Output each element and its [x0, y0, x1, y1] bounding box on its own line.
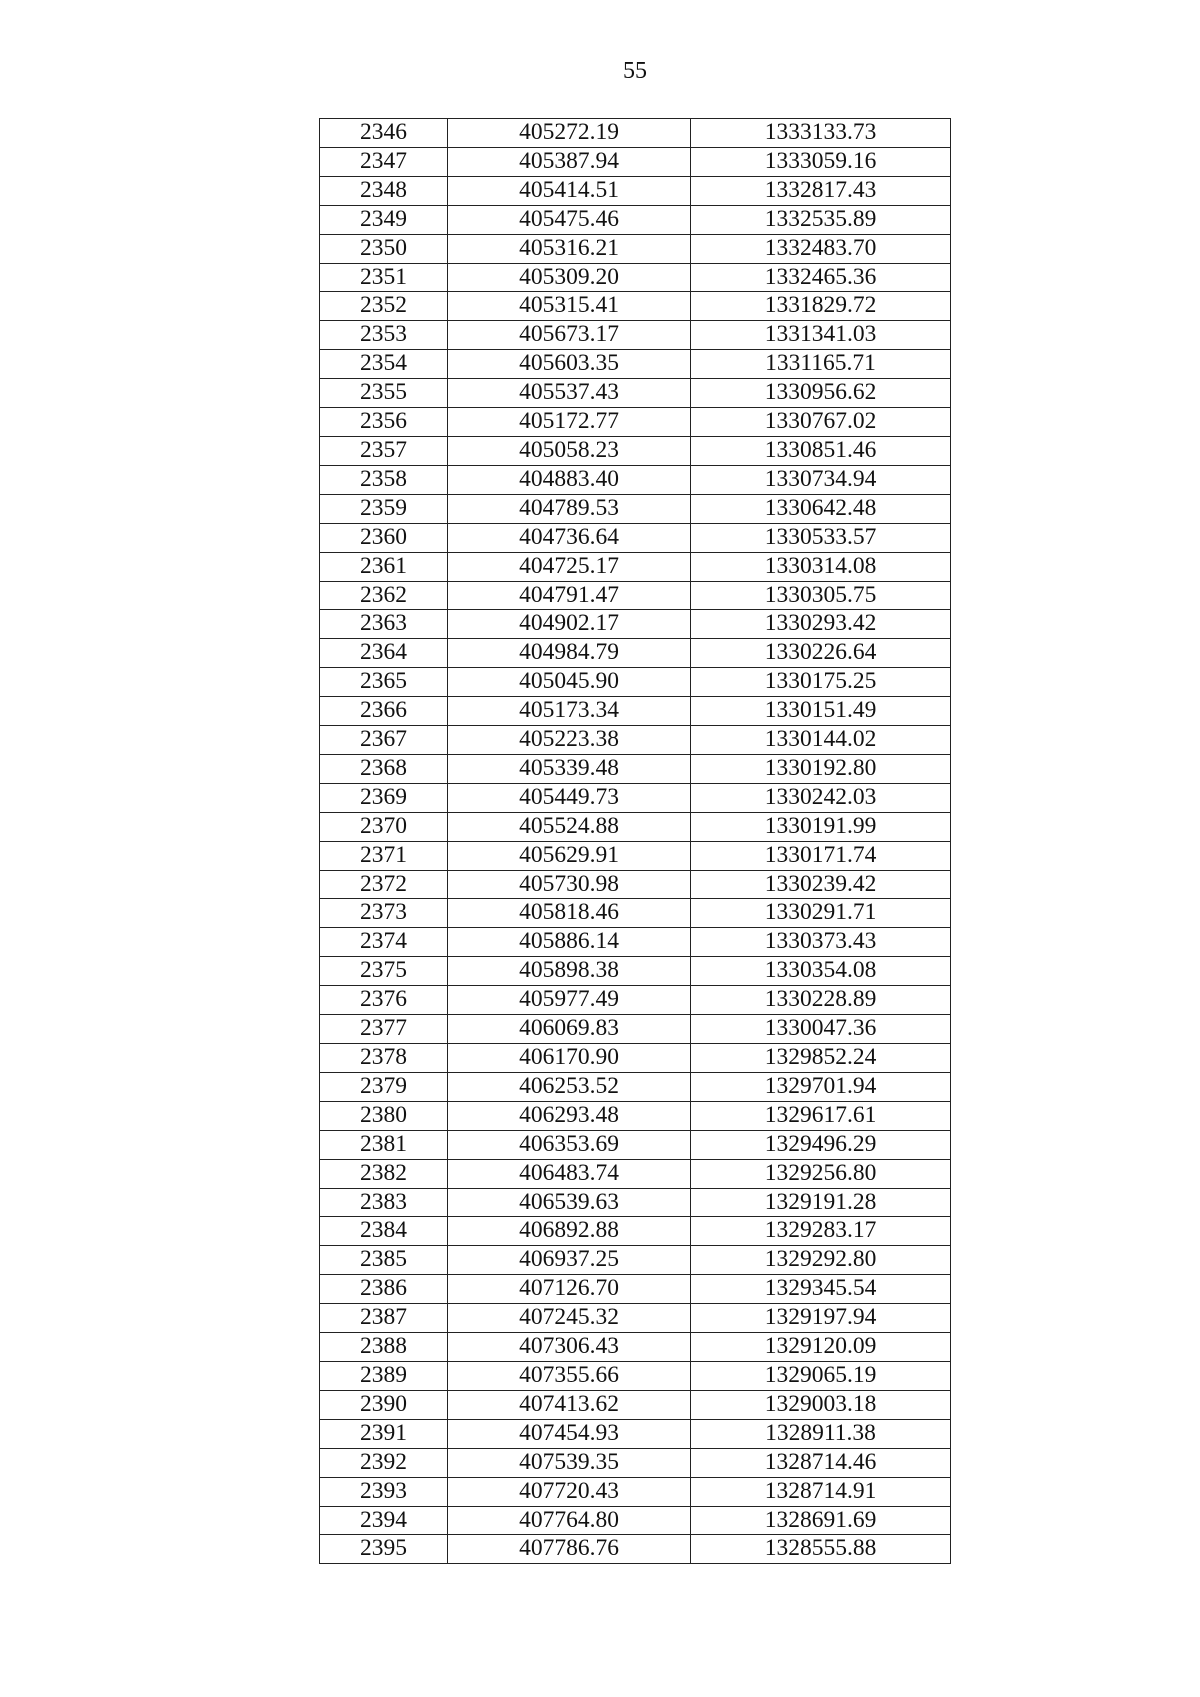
- point-number-cell: 2382: [320, 1159, 448, 1188]
- y-coordinate-cell: 1333059.16: [691, 147, 951, 176]
- x-coordinate-cell: 404791.47: [448, 581, 691, 610]
- x-coordinate-cell: 405172.77: [448, 408, 691, 437]
- point-number-cell: 2394: [320, 1506, 448, 1535]
- table-row: [320, 1304, 951, 1333]
- table-row: [320, 986, 951, 1015]
- x-coordinate-cell: 405387.94: [448, 147, 691, 176]
- y-coordinate-cell: 1330242.03: [691, 783, 951, 812]
- y-coordinate-cell: 1328714.46: [691, 1448, 951, 1477]
- x-coordinate-cell: 405316.21: [448, 234, 691, 263]
- y-coordinate-cell: 1329496.29: [691, 1130, 951, 1159]
- y-coordinate-cell: 1329292.80: [691, 1246, 951, 1275]
- point-number-cell: 2348: [320, 176, 448, 205]
- point-number-cell: 2374: [320, 928, 448, 957]
- x-coordinate-cell: 407126.70: [448, 1275, 691, 1304]
- coordinates-table-body: [320, 119, 951, 1564]
- table-row: [320, 1130, 951, 1159]
- table-row: [320, 812, 951, 841]
- y-coordinate-cell: 1328555.88: [691, 1535, 951, 1564]
- x-coordinate-cell: 405414.51: [448, 176, 691, 205]
- y-coordinate-cell: 1328911.38: [691, 1419, 951, 1448]
- x-coordinate-cell: 405272.19: [448, 119, 691, 148]
- table-row: [320, 379, 951, 408]
- table-row: [320, 1044, 951, 1073]
- point-number-cell: 2383: [320, 1188, 448, 1217]
- y-coordinate-cell: 1330291.71: [691, 899, 951, 928]
- point-number-cell: 2385: [320, 1246, 448, 1275]
- table-row: [320, 581, 951, 610]
- point-number-cell: 2355: [320, 379, 448, 408]
- y-coordinate-cell: 1330175.25: [691, 668, 951, 697]
- table-row: [320, 494, 951, 523]
- y-coordinate-cell: 1330373.43: [691, 928, 951, 957]
- x-coordinate-cell: 407539.35: [448, 1448, 691, 1477]
- x-coordinate-cell: 406353.69: [448, 1130, 691, 1159]
- table-row: [320, 436, 951, 465]
- point-number-cell: 2380: [320, 1101, 448, 1130]
- y-coordinate-cell: 1328691.69: [691, 1506, 951, 1535]
- x-coordinate-cell: 406892.88: [448, 1217, 691, 1246]
- point-number-cell: 2376: [320, 986, 448, 1015]
- point-number-cell: 2377: [320, 1015, 448, 1044]
- x-coordinate-cell: 407245.32: [448, 1304, 691, 1333]
- point-number-cell: 2354: [320, 350, 448, 379]
- table-row: [320, 1275, 951, 1304]
- table-row: [320, 726, 951, 755]
- y-coordinate-cell: 1332483.70: [691, 234, 951, 263]
- table-row: [320, 408, 951, 437]
- x-coordinate-cell: 405977.49: [448, 986, 691, 1015]
- table-row: [320, 928, 951, 957]
- y-coordinate-cell: 1331165.71: [691, 350, 951, 379]
- table-row: [320, 292, 951, 321]
- point-number-cell: 2349: [320, 205, 448, 234]
- x-coordinate-cell: 405524.88: [448, 812, 691, 841]
- point-number-cell: 2381: [320, 1130, 448, 1159]
- point-number-cell: 2391: [320, 1419, 448, 1448]
- x-coordinate-cell: 404883.40: [448, 465, 691, 494]
- table-row: [320, 147, 951, 176]
- point-number-cell: 2358: [320, 465, 448, 494]
- table-row: [320, 1333, 951, 1362]
- y-coordinate-cell: 1330226.64: [691, 639, 951, 668]
- y-coordinate-cell: 1329852.24: [691, 1044, 951, 1073]
- y-coordinate-cell: 1331341.03: [691, 321, 951, 350]
- point-number-cell: 2353: [320, 321, 448, 350]
- table-row: [320, 1390, 951, 1419]
- point-number-cell: 2365: [320, 668, 448, 697]
- table-row: [320, 1101, 951, 1130]
- x-coordinate-cell: 405045.90: [448, 668, 691, 697]
- point-number-cell: 2372: [320, 870, 448, 899]
- page-number: 55: [623, 58, 647, 84]
- x-coordinate-cell: 406069.83: [448, 1015, 691, 1044]
- table-row: [320, 1159, 951, 1188]
- point-number-cell: 2351: [320, 263, 448, 292]
- point-number-cell: 2375: [320, 957, 448, 986]
- point-number-cell: 2387: [320, 1304, 448, 1333]
- x-coordinate-cell: 406253.52: [448, 1072, 691, 1101]
- point-number-cell: 2350: [320, 234, 448, 263]
- table-row: [320, 783, 951, 812]
- table-row: [320, 176, 951, 205]
- point-number-cell: 2371: [320, 841, 448, 870]
- coordinates-table: [319, 118, 951, 1564]
- y-coordinate-cell: 1330314.08: [691, 552, 951, 581]
- y-coordinate-cell: 1332817.43: [691, 176, 951, 205]
- x-coordinate-cell: 405223.38: [448, 726, 691, 755]
- y-coordinate-cell: 1333133.73: [691, 119, 951, 148]
- y-coordinate-cell: 1329617.61: [691, 1101, 951, 1130]
- table-row: [320, 1477, 951, 1506]
- table-row: [320, 1506, 951, 1535]
- x-coordinate-cell: 406937.25: [448, 1246, 691, 1275]
- point-number-cell: 2369: [320, 783, 448, 812]
- y-coordinate-cell: 1330293.42: [691, 610, 951, 639]
- point-number-cell: 2346: [320, 119, 448, 148]
- table-row: [320, 350, 951, 379]
- y-coordinate-cell: 1328714.91: [691, 1477, 951, 1506]
- x-coordinate-cell: 406483.74: [448, 1159, 691, 1188]
- y-coordinate-cell: 1329191.28: [691, 1188, 951, 1217]
- x-coordinate-cell: 407786.76: [448, 1535, 691, 1564]
- x-coordinate-cell: 405058.23: [448, 436, 691, 465]
- y-coordinate-cell: 1329256.80: [691, 1159, 951, 1188]
- x-coordinate-cell: 405475.46: [448, 205, 691, 234]
- y-coordinate-cell: 1330239.42: [691, 870, 951, 899]
- table-row: [320, 465, 951, 494]
- x-coordinate-cell: 406539.63: [448, 1188, 691, 1217]
- x-coordinate-cell: 405603.35: [448, 350, 691, 379]
- x-coordinate-cell: 405537.43: [448, 379, 691, 408]
- y-coordinate-cell: 1329065.19: [691, 1361, 951, 1390]
- x-coordinate-cell: 405629.91: [448, 841, 691, 870]
- x-coordinate-cell: 405898.38: [448, 957, 691, 986]
- table-row: [320, 1072, 951, 1101]
- x-coordinate-cell: 407764.80: [448, 1506, 691, 1535]
- table-row: [320, 1188, 951, 1217]
- table-row: [320, 1015, 951, 1044]
- x-coordinate-cell: 406170.90: [448, 1044, 691, 1073]
- point-number-cell: 2360: [320, 523, 448, 552]
- y-coordinate-cell: 1330047.36: [691, 1015, 951, 1044]
- point-number-cell: 2379: [320, 1072, 448, 1101]
- y-coordinate-cell: 1330851.46: [691, 436, 951, 465]
- y-coordinate-cell: 1330144.02: [691, 726, 951, 755]
- y-coordinate-cell: 1329701.94: [691, 1072, 951, 1101]
- x-coordinate-cell: 405673.17: [448, 321, 691, 350]
- x-coordinate-cell: 405886.14: [448, 928, 691, 957]
- point-number-cell: 2392: [320, 1448, 448, 1477]
- point-number-cell: 2395: [320, 1535, 448, 1564]
- x-coordinate-cell: 405818.46: [448, 899, 691, 928]
- y-coordinate-cell: 1330642.48: [691, 494, 951, 523]
- point-number-cell: 2384: [320, 1217, 448, 1246]
- y-coordinate-cell: 1331829.72: [691, 292, 951, 321]
- table-row: [320, 668, 951, 697]
- point-number-cell: 2347: [320, 147, 448, 176]
- point-number-cell: 2366: [320, 697, 448, 726]
- x-coordinate-cell: 407454.93: [448, 1419, 691, 1448]
- table-row: [320, 610, 951, 639]
- y-coordinate-cell: 1330956.62: [691, 379, 951, 408]
- point-number-cell: 2393: [320, 1477, 448, 1506]
- y-coordinate-cell: 1330192.80: [691, 754, 951, 783]
- x-coordinate-cell: 404725.17: [448, 552, 691, 581]
- table-row: [320, 1419, 951, 1448]
- table-row: [320, 1217, 951, 1246]
- x-coordinate-cell: 404736.64: [448, 523, 691, 552]
- table-row: [320, 119, 951, 148]
- x-coordinate-cell: 404902.17: [448, 610, 691, 639]
- x-coordinate-cell: 407355.66: [448, 1361, 691, 1390]
- y-coordinate-cell: 1329120.09: [691, 1333, 951, 1362]
- x-coordinate-cell: 407413.62: [448, 1390, 691, 1419]
- x-coordinate-cell: 406293.48: [448, 1101, 691, 1130]
- table-row: [320, 697, 951, 726]
- table-row: [320, 1448, 951, 1477]
- y-coordinate-cell: 1330228.89: [691, 986, 951, 1015]
- point-number-cell: 2368: [320, 754, 448, 783]
- table-row: [320, 263, 951, 292]
- y-coordinate-cell: 1330171.74: [691, 841, 951, 870]
- point-number-cell: 2373: [320, 899, 448, 928]
- x-coordinate-cell: 405309.20: [448, 263, 691, 292]
- x-coordinate-cell: 405730.98: [448, 870, 691, 899]
- table-row: [320, 870, 951, 899]
- y-coordinate-cell: 1330151.49: [691, 697, 951, 726]
- y-coordinate-cell: 1330354.08: [691, 957, 951, 986]
- point-number-cell: 2386: [320, 1275, 448, 1304]
- table-row: [320, 841, 951, 870]
- y-coordinate-cell: 1329283.17: [691, 1217, 951, 1246]
- y-coordinate-cell: 1330734.94: [691, 465, 951, 494]
- point-number-cell: 2361: [320, 552, 448, 581]
- table-row: [320, 321, 951, 350]
- y-coordinate-cell: 1332535.89: [691, 205, 951, 234]
- point-number-cell: 2364: [320, 639, 448, 668]
- x-coordinate-cell: 407306.43: [448, 1333, 691, 1362]
- y-coordinate-cell: 1329345.54: [691, 1275, 951, 1304]
- x-coordinate-cell: 404789.53: [448, 494, 691, 523]
- table-row: [320, 552, 951, 581]
- table-row: [320, 957, 951, 986]
- x-coordinate-cell: 407720.43: [448, 1477, 691, 1506]
- table-row: [320, 754, 951, 783]
- point-number-cell: 2359: [320, 494, 448, 523]
- x-coordinate-cell: 405173.34: [448, 697, 691, 726]
- x-coordinate-cell: 405449.73: [448, 783, 691, 812]
- point-number-cell: 2378: [320, 1044, 448, 1073]
- y-coordinate-cell: 1329003.18: [691, 1390, 951, 1419]
- x-coordinate-cell: 404984.79: [448, 639, 691, 668]
- point-number-cell: 2352: [320, 292, 448, 321]
- point-number-cell: 2390: [320, 1390, 448, 1419]
- y-coordinate-cell: 1330533.57: [691, 523, 951, 552]
- table-row: [320, 639, 951, 668]
- table-row: [320, 234, 951, 263]
- y-coordinate-cell: 1332465.36: [691, 263, 951, 292]
- point-number-cell: 2363: [320, 610, 448, 639]
- point-number-cell: 2367: [320, 726, 448, 755]
- table-row: [320, 899, 951, 928]
- table-row: [320, 205, 951, 234]
- point-number-cell: 2357: [320, 436, 448, 465]
- table-row: [320, 523, 951, 552]
- point-number-cell: 2362: [320, 581, 448, 610]
- x-coordinate-cell: 405315.41: [448, 292, 691, 321]
- point-number-cell: 2388: [320, 1333, 448, 1362]
- point-number-cell: 2389: [320, 1361, 448, 1390]
- table-row: [320, 1535, 951, 1564]
- point-number-cell: 2370: [320, 812, 448, 841]
- table-row: [320, 1361, 951, 1390]
- y-coordinate-cell: 1330767.02: [691, 408, 951, 437]
- y-coordinate-cell: 1330191.99: [691, 812, 951, 841]
- point-number-cell: 2356: [320, 408, 448, 437]
- y-coordinate-cell: 1330305.75: [691, 581, 951, 610]
- y-coordinate-cell: 1329197.94: [691, 1304, 951, 1333]
- table-row: [320, 1246, 951, 1275]
- x-coordinate-cell: 405339.48: [448, 754, 691, 783]
